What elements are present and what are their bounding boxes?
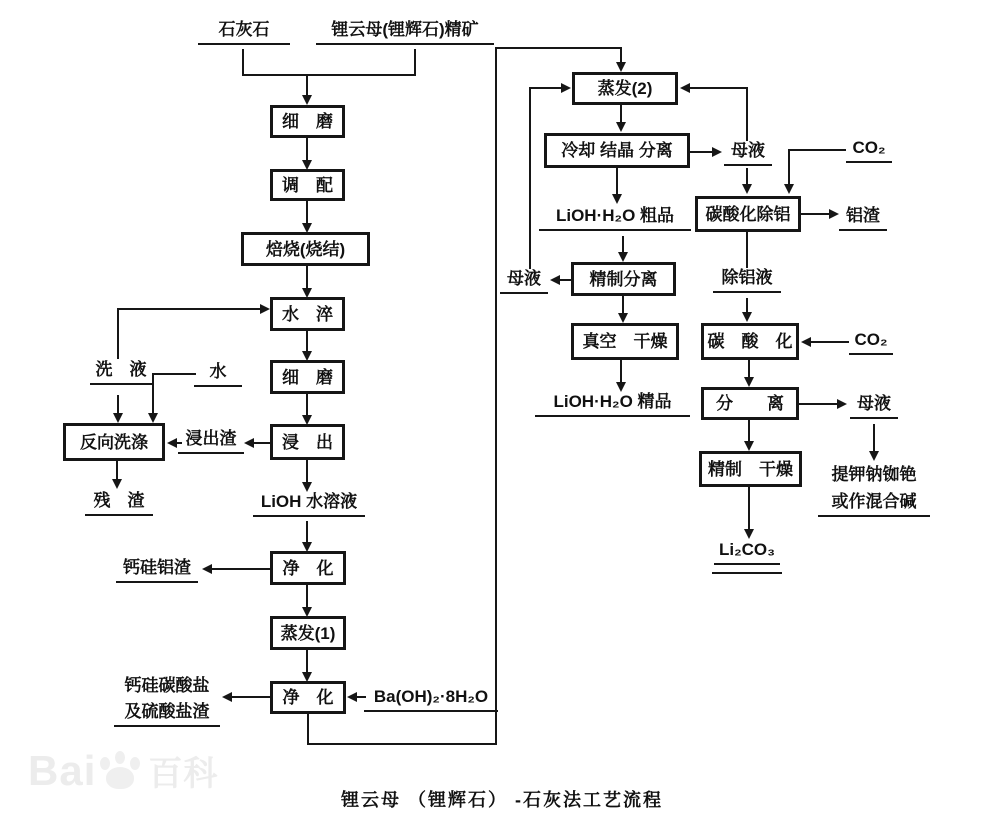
arrowhead-down	[302, 160, 312, 170]
label-mother-liquor-3: 母液	[850, 394, 898, 419]
arrowhead-down	[744, 377, 754, 387]
arrowhead-left	[167, 438, 177, 448]
flow-line	[495, 47, 622, 49]
flow-line	[748, 420, 750, 443]
arrowhead-down	[302, 95, 312, 105]
flow-line	[414, 49, 416, 75]
flow-line	[620, 360, 622, 384]
flow-line	[212, 568, 270, 570]
flow-line	[690, 87, 748, 89]
label-barium-hydroxide: Ba(OH)₂·8H₂O	[364, 687, 498, 712]
flow-line	[690, 151, 714, 153]
arrowhead-down	[302, 415, 312, 425]
flow-line	[811, 341, 849, 343]
label-k-extraction-1: 提钾钠铷铯	[831, 465, 917, 484]
flow-line	[746, 232, 748, 268]
box-water-quenching: 水 淬	[270, 297, 345, 331]
flow-line	[306, 460, 308, 484]
box-fine-grinding-1: 细 磨	[270, 105, 345, 138]
flow-line	[712, 572, 782, 574]
arrowhead-left	[550, 275, 560, 285]
flow-line	[307, 714, 309, 745]
box-separation: 分 离	[701, 387, 799, 420]
box-purification-1: 净 化	[270, 551, 346, 585]
box-carbonation-dealumination: 碳酸化除铝	[695, 196, 801, 232]
box-vacuum-drying: 真空 干燥	[571, 323, 679, 360]
arrowhead-down	[302, 351, 312, 361]
label-co2-1: CO₂	[846, 138, 892, 163]
box-carbonation: 碳 酸 化	[701, 323, 799, 360]
arrowhead-down	[113, 413, 123, 423]
flow-line	[152, 373, 154, 415]
label-k-extraction-2: 或作混合碱	[818, 492, 930, 517]
box-purification-2: 净 化	[270, 681, 346, 714]
flow-line	[177, 442, 182, 444]
flow-line	[560, 279, 571, 281]
arrowhead-left	[680, 83, 690, 93]
watermark-cjk: 百科	[148, 755, 219, 793]
label-ca-si-carbonate-slag-2: 及硫酸盐渣	[114, 702, 220, 727]
flow-line	[306, 394, 308, 417]
flow-line	[531, 87, 563, 89]
label-ca-si-al-slag: 钙硅铝渣	[116, 558, 198, 583]
arrowhead-left	[801, 337, 811, 347]
label-lioh-crude: LiOH·H₂O 粗品	[539, 206, 691, 231]
arrowhead-left	[244, 438, 254, 448]
arrowhead-left	[222, 692, 232, 702]
arrowhead-right	[260, 304, 270, 314]
flow-line	[152, 373, 196, 375]
label-lioh-fine: LiOH·H₂O 精品	[535, 392, 690, 417]
box-blending: 调 配	[270, 169, 345, 201]
box-refining-separation: 精制分离	[571, 262, 676, 296]
flow-line	[801, 213, 831, 215]
flow-line	[529, 87, 531, 269]
paw-icon	[98, 751, 142, 791]
flow-line	[116, 461, 118, 481]
box-leaching: 浸 出	[270, 424, 345, 460]
arrowhead-down	[112, 479, 122, 489]
arrowhead-down	[302, 607, 312, 617]
flow-line	[746, 87, 748, 141]
flow-line	[799, 403, 839, 405]
flow-line	[242, 49, 244, 75]
label-wash-liquid: 洗 液	[90, 360, 152, 385]
label-dealuminated-liquor: 除铝液	[713, 268, 781, 293]
arrowhead-down	[302, 223, 312, 233]
flow-line	[306, 266, 308, 290]
box-evaporation-2: 蒸发(2)	[572, 72, 678, 105]
box-evaporation-1: 蒸发(1)	[270, 616, 346, 650]
arrowhead-down	[616, 62, 626, 72]
arrowhead-right	[837, 399, 847, 409]
label-al-slag: 铝渣	[839, 206, 887, 231]
flow-line	[232, 696, 270, 698]
arrowhead-right	[712, 147, 722, 157]
flow-line	[242, 74, 416, 76]
arrowhead-down	[148, 413, 158, 423]
arrowhead-down	[744, 529, 754, 539]
label-co2-2: CO₂	[849, 330, 893, 355]
arrowhead-down	[618, 252, 628, 262]
flow-line	[357, 696, 366, 698]
label-leach-residue: 浸出渣	[178, 429, 244, 454]
label-lioh-solution: LiOH 水溶液	[253, 492, 365, 517]
watermark-latin: Bai	[28, 746, 97, 794]
arrowhead-right	[829, 209, 839, 219]
box-roasting: 焙烧(烧结)	[241, 232, 370, 266]
label-residue: 残 渣	[85, 491, 153, 516]
flow-line	[788, 149, 790, 186]
flow-line	[117, 395, 119, 415]
flow-line	[118, 308, 262, 310]
arrowhead-down	[742, 312, 752, 322]
label-ca-si-carbonate-slag-1: 钙硅碳酸盐	[124, 676, 210, 695]
flow-line	[873, 424, 875, 453]
label-concentrate: 锂云母(锂辉石)精矿	[316, 20, 494, 45]
arrowhead-down	[744, 441, 754, 451]
flow-line	[748, 487, 750, 531]
arrowhead-down	[616, 382, 626, 392]
arrowhead-down	[869, 451, 879, 461]
label-limestone: 石灰石	[198, 20, 290, 45]
arrowhead-down	[302, 288, 312, 298]
arrowhead-down	[616, 122, 626, 132]
label-water: 水	[194, 362, 242, 387]
label-li2co3: Li₂CO₃	[714, 540, 780, 565]
flow-line	[117, 308, 119, 359]
diagram-caption: 锂云母 （锂辉石） -石灰法工艺流程	[341, 790, 663, 810]
flow-line	[495, 47, 497, 745]
box-refining-drying: 精制 干燥	[699, 451, 802, 487]
flow-line	[616, 168, 618, 196]
arrowhead-left	[347, 692, 357, 702]
box-reverse-washing: 反向洗涤	[63, 423, 165, 461]
flow-line	[254, 442, 270, 444]
arrowhead-down	[618, 313, 628, 323]
label-mother-liquor-1: 母液	[724, 141, 772, 166]
box-fine-grinding-2: 细 磨	[270, 360, 345, 394]
arrowhead-down	[784, 184, 794, 194]
label-mother-liquor-2: 母液	[500, 269, 548, 294]
arrowhead-right	[561, 83, 571, 93]
box-cooling-crystallization-separation: 冷却 结晶 分离	[544, 133, 690, 168]
watermark	[28, 746, 218, 795]
arrowhead-down	[742, 184, 752, 194]
flow-line	[788, 149, 846, 151]
arrowhead-down	[612, 194, 622, 204]
arrowhead-down	[302, 672, 312, 682]
arrowhead-down	[302, 482, 312, 492]
arrowhead-left	[202, 564, 212, 574]
arrowhead-down	[302, 542, 312, 552]
flow-line	[307, 743, 497, 745]
